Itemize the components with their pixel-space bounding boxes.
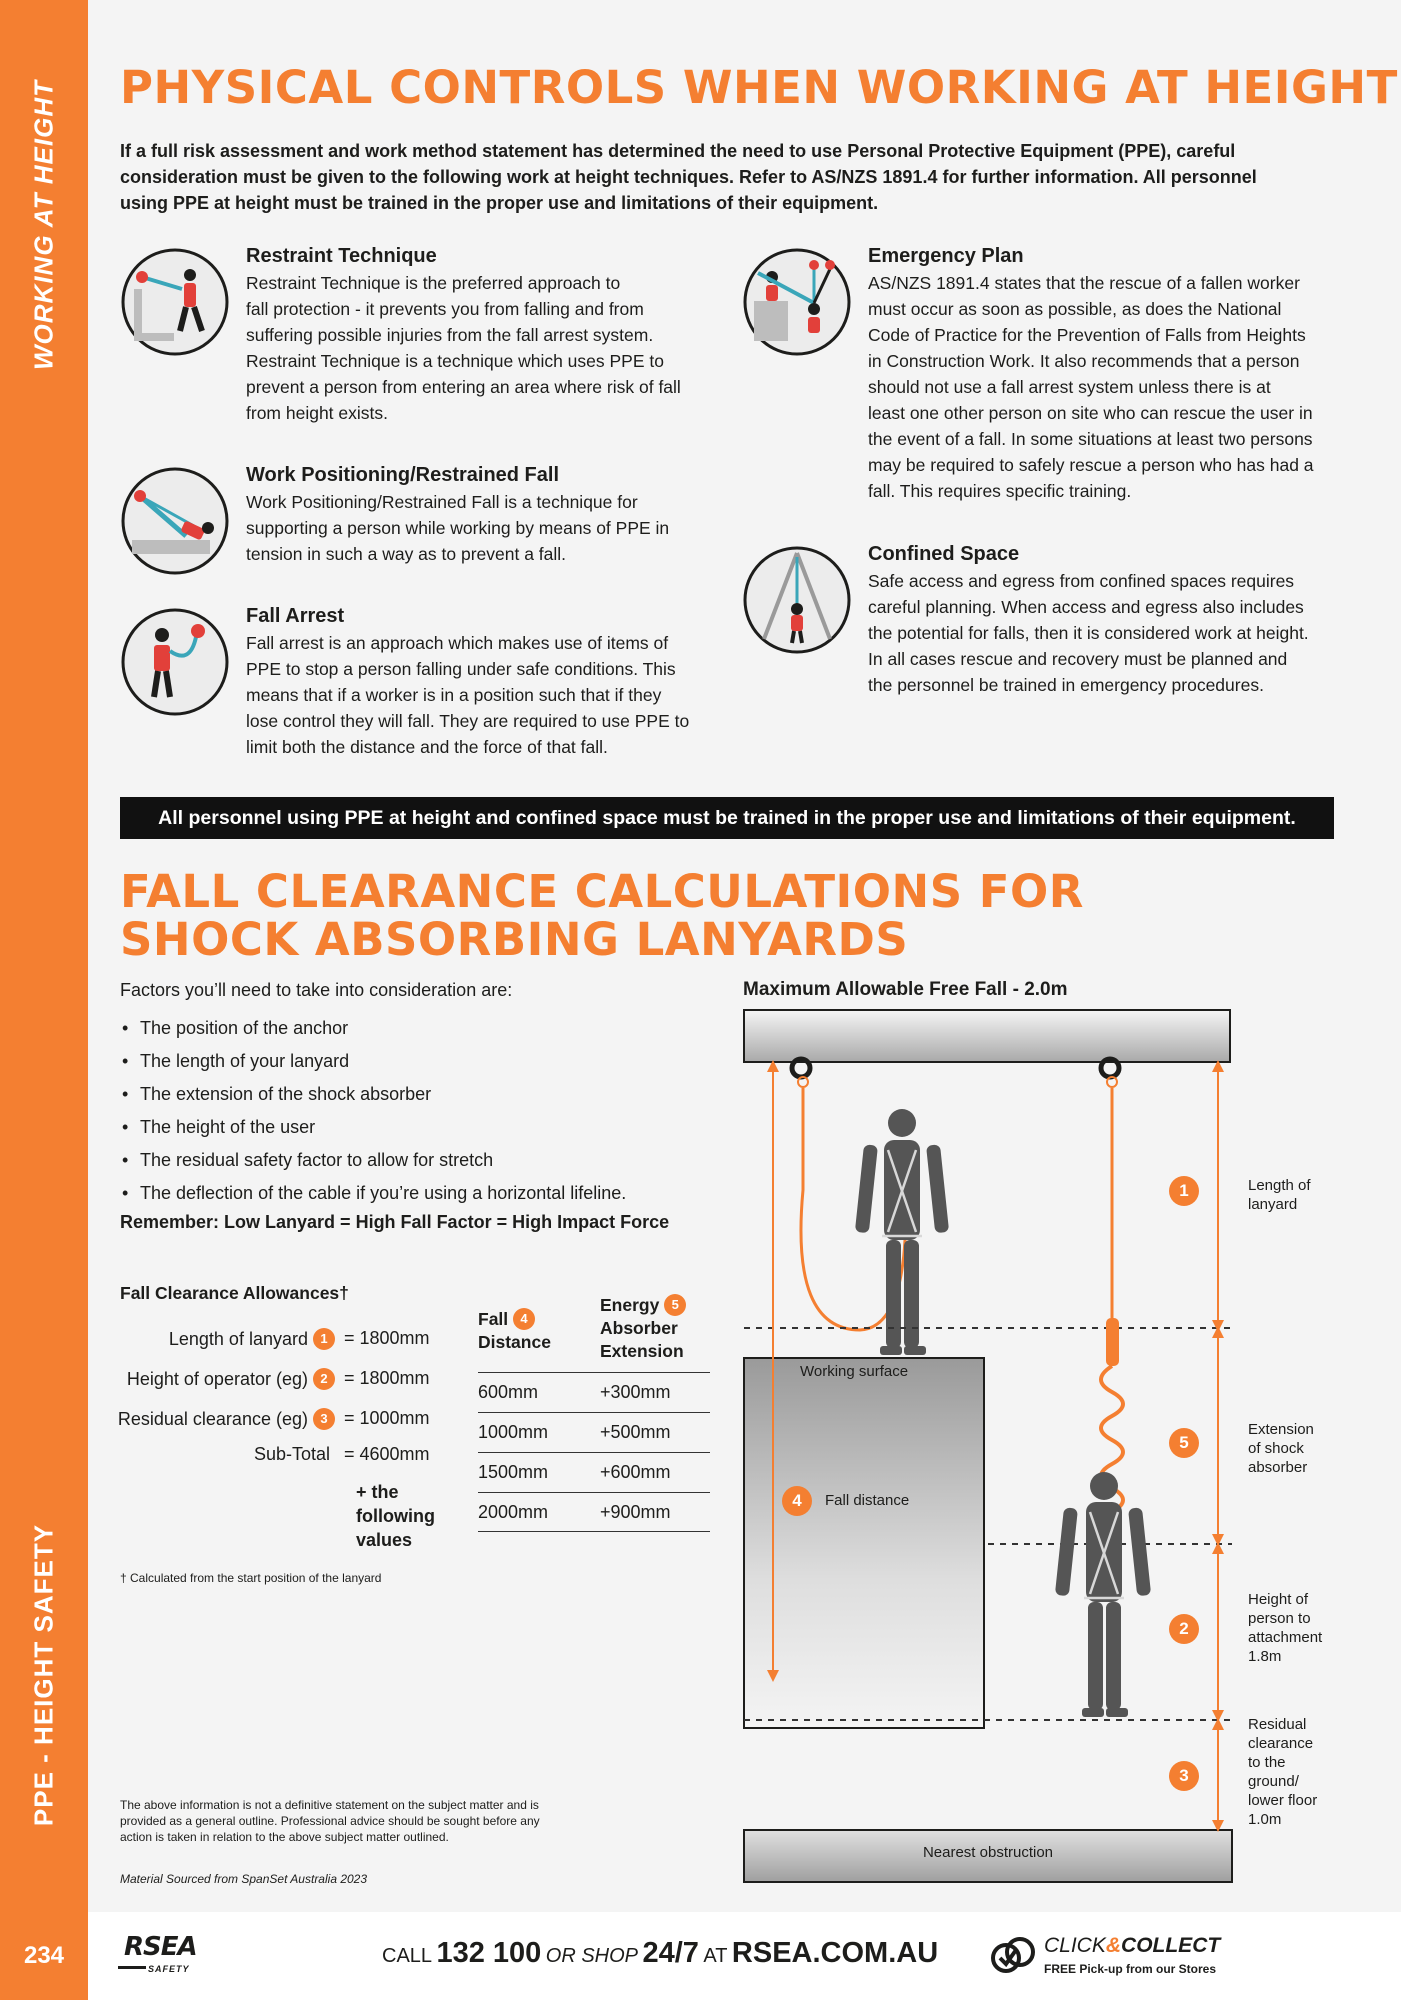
list-item: • The height of the user xyxy=(120,1111,626,1144)
label-line: person to xyxy=(1248,1610,1311,1627)
diagram-badge-number: 4 xyxy=(792,1491,802,1510)
worker-fallen xyxy=(1055,1472,1151,1717)
website-link[interactable]: RSEA.COM.AU xyxy=(731,1937,939,1969)
allowance-badge: 3 xyxy=(313,1408,335,1430)
intro-line: If a full risk assessment and work method statement has determined the need to use Personal Protective Equipment (PPE), careful xyxy=(120,141,1236,161)
cc-amp: & xyxy=(1105,1934,1122,1957)
allowance-value: = 1800mm xyxy=(344,1368,430,1388)
diagram-label-residual xyxy=(1248,1715,1317,1829)
body-line: prevent a person from entering an area where risk of fall xyxy=(246,377,681,397)
fall-cell: 1500mm xyxy=(478,1462,549,1482)
diagram-title: Maximum Allowable Free Fall - 2.0m xyxy=(743,979,1068,1000)
list-item: • The residual safety factor to allow for stretch xyxy=(120,1144,626,1177)
energy-absorber-badge: 5 xyxy=(664,1294,686,1316)
diagram-badge-number: 2 xyxy=(1179,1619,1189,1638)
list-item: • The deflection of the cable if you’re using a horizontal lifeline. xyxy=(120,1177,626,1210)
training-banner: All personnel using PPE at height and confined space must be trained in the proper use and limitations of their equipment. xyxy=(120,797,1334,839)
technique-title: Fall Arrest xyxy=(246,605,345,627)
disclaimer-line: action is taken in relation to the above subject matter outlined. xyxy=(120,1830,449,1844)
diagram-badge-number: 5 xyxy=(1179,1433,1189,1452)
label-line: lower floor xyxy=(1248,1792,1318,1809)
body-line: AS/NZS 1891.4 states that the rescue of a fallen worker xyxy=(868,273,1300,293)
allowances-title: Fall Clearance Allowances† xyxy=(120,1283,349,1303)
hours-text: 24/7 xyxy=(642,1937,699,1969)
header-line: Absorber xyxy=(600,1318,678,1338)
list-item: • The position of the anchor xyxy=(120,1012,626,1045)
diagram-label-extension xyxy=(1248,1420,1314,1477)
following-line: values xyxy=(356,1530,413,1550)
body-line: from height exists. xyxy=(246,403,388,423)
allowance-value: = 4600mm xyxy=(344,1444,430,1464)
label-line: to the xyxy=(1248,1754,1286,1771)
body-line: Restraint Technique is a technique which uses PPE to xyxy=(246,351,664,371)
body-line: careful planning. When access and egress also includes xyxy=(868,597,1304,617)
following-line: + the xyxy=(356,1482,399,1502)
diagram-label-height xyxy=(1248,1590,1322,1666)
body-line: should not use a fall arrest system unless there is at xyxy=(868,377,1271,397)
contact-line xyxy=(382,1937,938,1970)
body-line: Work Positioning/Restrained Fall is a technique for xyxy=(246,492,638,512)
body-line: Fall arrest is an approach which makes use of items of xyxy=(246,633,669,653)
label-line: of shock xyxy=(1248,1440,1304,1457)
extension-cell: +900mm xyxy=(600,1502,671,1522)
label-line: lanyard xyxy=(1248,1196,1298,1213)
body-line: means that if a worker is in a position such that if they xyxy=(246,685,662,705)
label-line: absorber xyxy=(1248,1459,1308,1476)
body-line: Code of Practice for the Prevention of Falls from Heights xyxy=(868,325,1306,345)
phone-number[interactable]: 132 100 xyxy=(436,1937,542,1969)
list-item: • The extension of the shock absorber xyxy=(120,1078,626,1111)
body-line: limit both the distance and the force of that fall. xyxy=(246,737,608,757)
body-line: the personnel be trained in emergency procedures. xyxy=(868,675,1264,695)
diagram-badge-number: 3 xyxy=(1179,1766,1189,1785)
nearest-obstruction-label: Nearest obstruction xyxy=(922,1844,1054,1861)
label-line: Extension xyxy=(1248,1421,1314,1438)
header-line: Extension xyxy=(600,1341,684,1361)
body-line: In all cases rescue and recovery must be planned and xyxy=(868,649,1288,669)
label-line: 1.8m xyxy=(1248,1648,1282,1665)
body-line: fall protection - it prevents you from falling and from xyxy=(246,299,644,319)
factors-intro: Factors you’ll need to take into consideration are: xyxy=(120,980,513,1000)
body-line: lose control they will fall. They are required to use PPE to xyxy=(246,711,690,731)
list-item: • The length of your lanyard xyxy=(120,1045,626,1078)
body-line: tension in such a way as to prevent a fall. xyxy=(246,544,567,564)
cc-click: CLICK xyxy=(1044,1934,1106,1957)
working-surface-label: Working surface xyxy=(800,1363,909,1380)
allowance-label: Sub-Total xyxy=(253,1444,330,1464)
technique-title: Work Positioning/Restrained Fall xyxy=(246,464,560,486)
footer xyxy=(88,1912,1401,2000)
working-surface-block xyxy=(744,1358,984,1728)
sidebar-top-text: WORKING AT HEIGHT xyxy=(28,80,59,370)
page-number: 234 xyxy=(23,1942,65,1969)
following-line: following xyxy=(356,1506,435,1526)
disclaimer-line: provided as a general outline. Professional advice should be sought before any xyxy=(120,1814,540,1828)
header-text: Fall xyxy=(478,1309,509,1329)
allowance-value: = 1800mm xyxy=(344,1328,430,1348)
body-line: Safe access and egress from confined spaces requires xyxy=(868,571,1295,591)
body-line: Restraint Technique is the preferred approach to xyxy=(246,273,621,293)
body-line: supporting a person while working by means of PPE in xyxy=(246,518,670,538)
rsea-logo[interactable]: RSEA xyxy=(124,1932,197,1962)
diagram-label-lanyard xyxy=(1248,1176,1311,1214)
source-note: Material Sourced from SpanSet Australia 2023 xyxy=(120,1872,368,1886)
logo-rule xyxy=(118,1966,146,1969)
click-collect-title[interactable] xyxy=(1044,1934,1220,1958)
rsea-logo-sub: SAFETY xyxy=(148,1964,190,1974)
fall-cell: 2000mm xyxy=(478,1502,549,1522)
header-text: Energy xyxy=(600,1295,660,1315)
allowance-badge: 1 xyxy=(313,1328,335,1350)
shock-absorber-deployed xyxy=(1106,1318,1119,1366)
click-collect-sub: FREE Pick-up from our Stores xyxy=(1044,1962,1217,1976)
calculation-note: † Calculated from the start position of the lanyard xyxy=(120,1571,382,1585)
cc-collect: COLLECT xyxy=(1121,1934,1221,1957)
intro-line: using PPE at height must be trained in the proper use and limitations of their equipment. xyxy=(120,193,879,213)
body-line: PPE to stop a person falling under safe conditions. This xyxy=(246,659,676,679)
body-line: in Construction Work. It also recommends that a person xyxy=(868,351,1300,371)
disclaimer-line: The above information is not a definitive statement on the subject matter and is xyxy=(120,1798,539,1812)
extension-cell: +600mm xyxy=(600,1462,671,1482)
section2-title-line1: FALL CLEARANCE CALCULATIONS FOR xyxy=(120,865,1084,918)
technique-title: Emergency Plan xyxy=(868,245,1024,267)
or-shop-text: OR SHOP xyxy=(545,1945,639,1967)
worker-standing xyxy=(855,1109,949,1355)
extension-cell: +300mm xyxy=(600,1382,671,1402)
diagram-badge-number: 1 xyxy=(1179,1181,1189,1200)
fall-cell: 600mm xyxy=(478,1382,539,1402)
label-line: attachment xyxy=(1248,1629,1323,1646)
allowance-label-text: Height of operator (eg) xyxy=(126,1369,308,1389)
body-line: the potential for falls, then it is considered work at height. xyxy=(868,623,1309,643)
allowance-badge: 2 xyxy=(313,1368,335,1390)
body-line: must occur as soon as possible, as does the National xyxy=(868,299,1282,319)
label-line: clearance xyxy=(1248,1735,1314,1752)
body-line: fall. This requires specific training. xyxy=(868,481,1132,501)
body-line: may be required to safely rescue a person who has had a xyxy=(868,455,1314,475)
intro-line: consideration must be given to the following work at height techniques. Refer to AS/NZS 1891.4 for further information. All personnel xyxy=(120,167,1257,187)
label-line: ground/ xyxy=(1248,1773,1299,1790)
allowance-label-text: Length of lanyard xyxy=(168,1329,308,1349)
label-line: Residual xyxy=(1248,1716,1307,1733)
section2-title-line2: SHOCK ABSORBING LANYARDS xyxy=(120,913,909,966)
anchor-beam xyxy=(744,1010,1230,1062)
technique-title: Confined Space xyxy=(868,543,1020,565)
sidebar-bottom-text: PPE - HEIGHT SAFETY xyxy=(28,1523,59,1827)
allowance-value: = 1000mm xyxy=(344,1408,430,1428)
body-line: suffering possible injuries from the fall arrest system. xyxy=(246,325,654,345)
fall-distance-label: Fall distance xyxy=(825,1492,910,1509)
remember-note: Remember: Low Lanyard = High Fall Factor = High Impact Force xyxy=(120,1212,670,1232)
label-line: Length of xyxy=(1248,1177,1311,1194)
label-line: Height of xyxy=(1248,1591,1309,1608)
header-line: Distance xyxy=(478,1332,551,1352)
fall-cell: 1000mm xyxy=(478,1422,549,1442)
allowance-label-text: Residual clearance (eg) xyxy=(117,1409,308,1429)
extension-cell: +500mm xyxy=(600,1422,671,1442)
call-text: CALL xyxy=(382,1945,433,1967)
label-line: 1.0m xyxy=(1248,1811,1282,1828)
click-collect-icon xyxy=(988,1930,1038,1978)
body-line: the event of a fall. In some situations at least two persons xyxy=(868,429,1313,449)
section1-title: PHYSICAL CONTROLS WHEN WORKING AT HEIGHT xyxy=(120,61,1398,114)
at-text: AT xyxy=(703,1945,728,1967)
body-line: least one other person on site who can rescue the user in xyxy=(868,403,1313,423)
fall-distance-badge: 4 xyxy=(513,1308,535,1330)
technique-title: Restraint Technique xyxy=(246,245,437,267)
